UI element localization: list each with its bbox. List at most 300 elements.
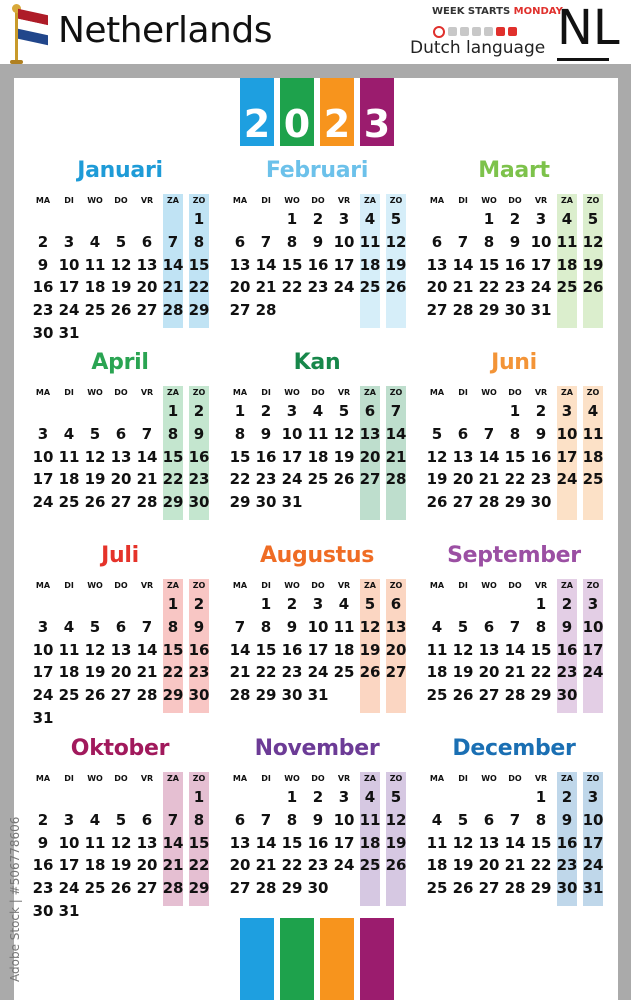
- day-cell: 27: [110, 493, 132, 512]
- day-cell: 6: [234, 232, 246, 251]
- day-cell: 9: [561, 617, 573, 636]
- month-block: [30, 350, 210, 530]
- day-cell: 5: [115, 232, 127, 251]
- day-cell: 24: [530, 278, 552, 297]
- day-cell: 24: [58, 879, 80, 898]
- day-cell: 30: [255, 493, 277, 512]
- weekday-label: MA: [35, 581, 51, 590]
- day-cell: 23: [504, 278, 526, 297]
- weekday-label: DO: [114, 388, 128, 397]
- day-cell: 5: [89, 424, 101, 443]
- day-cell: 17: [32, 470, 54, 489]
- day-cell: 23: [188, 470, 210, 489]
- day-cell: 29: [255, 686, 277, 705]
- day-cell: 19: [359, 640, 381, 659]
- country-code: NL: [557, 0, 620, 56]
- day-cell: 11: [359, 232, 381, 251]
- day-cell: 3: [286, 402, 298, 420]
- day-cell: 3: [587, 788, 599, 806]
- day-cell: 16: [556, 833, 578, 852]
- day-cell: 17: [582, 833, 604, 852]
- day-cell: 2: [193, 402, 205, 420]
- weekday-label: DO: [114, 774, 128, 783]
- day-cell: 12: [385, 232, 407, 251]
- day-cell: 24: [32, 493, 54, 512]
- day-cell: 21: [255, 278, 277, 297]
- day-cell: 19: [110, 278, 132, 297]
- day-cell: 2: [286, 595, 298, 613]
- weekday-label: MA: [429, 581, 445, 590]
- day-cell: 4: [364, 788, 376, 806]
- month-name: Kan: [293, 350, 341, 375]
- day-cell: 6: [115, 617, 127, 636]
- weekday-label: MA: [429, 774, 445, 783]
- day-cell: 24: [582, 663, 604, 682]
- weekday-label: DO: [311, 581, 325, 590]
- day-cell: 14: [136, 640, 158, 659]
- day-cell: 5: [390, 210, 402, 228]
- day-cell: 14: [478, 447, 500, 466]
- day-cell: 28: [162, 879, 184, 898]
- day-cell: 9: [286, 617, 298, 636]
- weekday-label: DO: [508, 581, 522, 590]
- day-cell: 1: [483, 210, 495, 228]
- day-cell: 13: [110, 640, 132, 659]
- day-cell: 10: [32, 447, 54, 466]
- day-cell: 11: [58, 447, 80, 466]
- day-cell: 26: [426, 493, 448, 512]
- day-cell: 10: [530, 232, 552, 251]
- day-cell: 28: [162, 301, 184, 320]
- year-digit: 3: [360, 78, 394, 146]
- day-cell: 31: [58, 902, 80, 920]
- weekday-label: DI: [261, 196, 271, 205]
- week-starts-label: [432, 6, 563, 17]
- day-cell: 6: [364, 402, 376, 420]
- day-cell: 12: [582, 232, 604, 251]
- day-cell: 6: [390, 595, 402, 613]
- weekday-label: VR: [337, 196, 351, 205]
- day-cell: 26: [452, 686, 474, 705]
- day-cell: 24: [58, 301, 80, 320]
- day-cell: 15: [162, 640, 184, 659]
- month-name: April: [91, 350, 149, 375]
- day-cell: 5: [89, 617, 101, 636]
- day-cell: 4: [431, 617, 443, 636]
- day-cell: 11: [84, 255, 106, 274]
- month-name: Oktober: [70, 736, 170, 761]
- day-cell: 3: [338, 788, 350, 806]
- day-cell: 31: [281, 493, 303, 512]
- day-cell: 13: [359, 424, 381, 443]
- day-cell: 17: [530, 255, 552, 274]
- day-cell: 15: [281, 255, 303, 274]
- day-cell: 22: [530, 856, 552, 875]
- day-cell: 4: [63, 424, 75, 443]
- day-cell: 2: [561, 595, 573, 613]
- day-cell: 15: [229, 447, 251, 466]
- day-cell: 12: [452, 833, 474, 852]
- weekday-label: WO: [87, 388, 103, 397]
- weekday-label: WO: [87, 581, 103, 590]
- day-cell: 7: [234, 617, 246, 636]
- day-cell: 22: [281, 856, 303, 875]
- weekday-label: ZO: [192, 774, 206, 783]
- day-cell: 8: [234, 424, 246, 443]
- day-cell: 6: [457, 424, 469, 443]
- day-cell: 2: [312, 788, 324, 806]
- day-cell: 1: [286, 210, 298, 228]
- month-name: September: [447, 543, 581, 568]
- day-cell: 6: [141, 810, 153, 829]
- day-cell: 22: [281, 278, 303, 297]
- day-cell: 16: [255, 447, 277, 466]
- day-cell: 1: [167, 402, 179, 420]
- day-cell: 16: [307, 255, 329, 274]
- day-cell: 20: [478, 856, 500, 875]
- day-cell: 14: [255, 255, 277, 274]
- day-cell: 17: [281, 447, 303, 466]
- day-cell: 7: [260, 810, 272, 829]
- day-cell: 14: [504, 833, 526, 852]
- weekday-label: ZA: [167, 581, 179, 590]
- day-cell: 18: [582, 447, 604, 466]
- day-cell: 20: [136, 278, 158, 297]
- day-cell: 10: [582, 810, 604, 829]
- day-cell: 15: [255, 640, 277, 659]
- day-cell: 7: [457, 232, 469, 251]
- day-cell: 14: [504, 640, 526, 659]
- day-cell: 20: [359, 447, 381, 466]
- day-cell: 29: [530, 686, 552, 705]
- month-block: [227, 543, 407, 723]
- weekday-label: VR: [140, 196, 154, 205]
- day-cell: 2: [535, 402, 547, 420]
- day-cell: 13: [229, 255, 251, 274]
- day-cell: 19: [452, 856, 474, 875]
- day-cell: 8: [193, 232, 205, 251]
- month-block: [227, 736, 407, 916]
- month-block: [424, 158, 604, 338]
- weekday-label: DI: [261, 581, 271, 590]
- day-cell: 25: [359, 856, 381, 875]
- day-cell: 23: [188, 663, 210, 682]
- weekday-label: ZA: [167, 774, 179, 783]
- day-cell: 5: [457, 617, 469, 636]
- day-cell: 4: [89, 232, 101, 251]
- day-cell: 2: [37, 810, 49, 829]
- year-digit: 2: [240, 78, 274, 146]
- day-cell: 1: [286, 788, 298, 806]
- day-cell: 9: [260, 424, 272, 443]
- week-start-dot-icon: [433, 26, 445, 38]
- day-cell: 20: [229, 278, 251, 297]
- day-cell: 24: [582, 856, 604, 875]
- weekday-label: VR: [534, 388, 548, 397]
- day-cell: 9: [509, 232, 521, 251]
- weekday-label: DI: [261, 774, 271, 783]
- day-cell: 26: [84, 686, 106, 705]
- footer-bar: [360, 918, 394, 1000]
- day-cell: 10: [333, 810, 355, 829]
- day-cell: 14: [162, 833, 184, 852]
- weekday-label: WO: [481, 196, 497, 205]
- weekend-dot-icon: [508, 27, 517, 36]
- day-cell: 28: [478, 493, 500, 512]
- day-cell: 18: [307, 447, 329, 466]
- day-cell: 8: [260, 617, 272, 636]
- day-cell: 3: [312, 595, 324, 613]
- weekday-label: VR: [337, 774, 351, 783]
- page-title: Netherlands: [58, 10, 272, 51]
- day-cell: 26: [359, 663, 381, 682]
- day-cell: 11: [84, 833, 106, 852]
- day-cell: 28: [504, 686, 526, 705]
- weekday-label: DO: [311, 388, 325, 397]
- day-cell: 9: [37, 255, 49, 274]
- day-cell: 6: [115, 424, 127, 443]
- day-cell: 25: [84, 301, 106, 320]
- day-cell: 23: [255, 470, 277, 489]
- day-cell: 10: [307, 617, 329, 636]
- day-cell: 21: [162, 278, 184, 297]
- day-cell: 19: [84, 470, 106, 489]
- day-cell: 14: [385, 424, 407, 443]
- day-cell: 24: [281, 470, 303, 489]
- weekday-label: ZO: [192, 581, 206, 590]
- day-cell: 11: [58, 640, 80, 659]
- day-cell: 10: [281, 424, 303, 443]
- weekday-label: ZO: [389, 388, 403, 397]
- weekday-label: VR: [140, 581, 154, 590]
- day-cell: 6: [431, 232, 443, 251]
- day-cell: 18: [58, 663, 80, 682]
- day-cell: 3: [535, 210, 547, 228]
- day-cell: 15: [478, 255, 500, 274]
- day-cell: 28: [136, 493, 158, 512]
- day-cell: 23: [530, 470, 552, 489]
- day-cell: 22: [188, 278, 210, 297]
- day-cell: 19: [426, 470, 448, 489]
- day-cell: 25: [556, 278, 578, 297]
- weekday-label: ZO: [389, 774, 403, 783]
- month-name: Juli: [101, 543, 139, 568]
- day-cell: 7: [167, 232, 179, 251]
- day-cell: 14: [136, 447, 158, 466]
- weekday-label: MA: [232, 581, 248, 590]
- day-cell: 3: [587, 595, 599, 613]
- day-cell: 4: [312, 402, 324, 420]
- day-cell: 22: [255, 663, 277, 682]
- day-cell: 1: [167, 595, 179, 613]
- day-cell: 20: [452, 470, 474, 489]
- day-cell: 12: [84, 640, 106, 659]
- weekday-dot-icon: [460, 27, 469, 36]
- weekday-label: DI: [261, 388, 271, 397]
- footer-bar: [240, 918, 274, 1000]
- day-cell: 10: [58, 833, 80, 852]
- weekday-label: WO: [284, 581, 300, 590]
- day-cell: 23: [556, 663, 578, 682]
- day-cell: 30: [188, 686, 210, 705]
- day-cell: 10: [582, 617, 604, 636]
- day-cell: 23: [32, 301, 54, 320]
- day-cell: 7: [141, 617, 153, 636]
- weekday-label: ZO: [192, 196, 206, 205]
- day-cell: 29: [162, 686, 184, 705]
- day-cell: 8: [483, 232, 495, 251]
- day-cell: 16: [281, 640, 303, 659]
- day-cell: 28: [504, 879, 526, 898]
- day-cell: 12: [359, 617, 381, 636]
- day-cell: 15: [188, 833, 210, 852]
- weekday-label: MA: [232, 388, 248, 397]
- day-cell: 5: [431, 424, 443, 443]
- day-cell: 29: [188, 879, 210, 898]
- day-cell: 24: [556, 470, 578, 489]
- day-cell: 21: [162, 856, 184, 875]
- day-cell: 1: [535, 788, 547, 806]
- day-cell: 13: [136, 833, 158, 852]
- day-cell: 26: [385, 278, 407, 297]
- day-cell: 27: [426, 301, 448, 320]
- day-cell: 14: [452, 255, 474, 274]
- day-cell: 19: [84, 663, 106, 682]
- day-cell: 13: [229, 833, 251, 852]
- day-cell: 14: [162, 255, 184, 274]
- day-cell: 17: [32, 663, 54, 682]
- weekday-label: DI: [458, 774, 468, 783]
- month-block: [227, 350, 407, 530]
- year-digit: 2: [320, 78, 354, 146]
- day-cell: 8: [286, 810, 298, 829]
- day-cell: 27: [478, 686, 500, 705]
- day-cell: 7: [483, 424, 495, 443]
- day-cell: 26: [110, 301, 132, 320]
- day-cell: 29: [229, 493, 251, 512]
- day-cell: 16: [188, 640, 210, 659]
- day-cell: 21: [136, 663, 158, 682]
- weekday-label: ZO: [586, 196, 600, 205]
- weekday-label: MA: [429, 388, 445, 397]
- month-block: [30, 736, 210, 920]
- day-cell: 23: [32, 879, 54, 898]
- day-cell: 7: [390, 402, 402, 420]
- day-cell: 31: [530, 301, 552, 320]
- weekday-label: VR: [534, 581, 548, 590]
- day-cell: 5: [390, 788, 402, 806]
- day-cell: 13: [478, 833, 500, 852]
- day-cell: 1: [535, 595, 547, 613]
- watermark: [8, 752, 24, 982]
- weekday-label: DO: [114, 196, 128, 205]
- weekday-label: DI: [458, 388, 468, 397]
- weekday-label: WO: [87, 774, 103, 783]
- day-cell: 13: [136, 255, 158, 274]
- day-cell: 16: [530, 447, 552, 466]
- day-cell: 25: [426, 686, 448, 705]
- day-cell: 14: [229, 640, 251, 659]
- day-cell: 7: [509, 617, 521, 636]
- day-cell: 20: [426, 278, 448, 297]
- day-cell: 12: [84, 447, 106, 466]
- month-block: [30, 158, 210, 342]
- day-cell: 16: [504, 255, 526, 274]
- day-cell: 21: [504, 856, 526, 875]
- month-block: [227, 158, 407, 338]
- day-cell: 27: [385, 663, 407, 682]
- month-block: [424, 543, 604, 723]
- day-cell: 4: [89, 810, 101, 829]
- weekday-dot-icon: [472, 27, 481, 36]
- day-cell: 21: [229, 663, 251, 682]
- day-cell: 4: [63, 617, 75, 636]
- day-cell: 12: [385, 810, 407, 829]
- day-cell: 9: [561, 810, 573, 829]
- weekday-label: MA: [35, 196, 51, 205]
- header: [0, 0, 631, 64]
- day-cell: 15: [281, 833, 303, 852]
- day-cell: 27: [136, 879, 158, 898]
- day-cell: 15: [162, 447, 184, 466]
- day-cell: 21: [255, 856, 277, 875]
- day-cell: 1: [509, 402, 521, 420]
- day-cell: 28: [229, 686, 251, 705]
- weekday-label: DI: [64, 581, 74, 590]
- day-cell: 1: [193, 788, 205, 806]
- day-cell: 17: [333, 255, 355, 274]
- language-label: Dutch language: [410, 38, 546, 58]
- weekday-label: WO: [284, 774, 300, 783]
- day-cell: 15: [188, 255, 210, 274]
- year-digit: 0: [280, 78, 314, 146]
- day-cell: 26: [582, 278, 604, 297]
- weekday-label: ZA: [167, 196, 179, 205]
- weekday-label: ZA: [364, 774, 376, 783]
- day-cell: 23: [556, 856, 578, 875]
- day-cell: 21: [478, 470, 500, 489]
- weekday-label: ZA: [561, 774, 573, 783]
- day-cell: 25: [58, 686, 80, 705]
- day-cell: 7: [509, 810, 521, 829]
- day-cell: 3: [338, 210, 350, 228]
- day-cell: 13: [426, 255, 448, 274]
- day-cell: 30: [530, 493, 552, 512]
- day-cell: 17: [333, 833, 355, 852]
- day-cell: 21: [136, 470, 158, 489]
- day-cell: 22: [504, 470, 526, 489]
- weekday-dot-icon: [484, 27, 493, 36]
- weekday-label: ZO: [586, 581, 600, 590]
- day-cell: 25: [426, 879, 448, 898]
- day-cell: 25: [58, 493, 80, 512]
- day-cell: 4: [431, 810, 443, 829]
- day-cell: 6: [483, 810, 495, 829]
- weekday-label: VR: [337, 388, 351, 397]
- day-cell: 23: [281, 663, 303, 682]
- day-cell: 3: [37, 617, 49, 636]
- day-cell: 13: [478, 640, 500, 659]
- day-cell: 10: [32, 640, 54, 659]
- day-cell: 14: [255, 833, 277, 852]
- day-cell: 27: [229, 301, 251, 320]
- day-cell: 4: [561, 210, 573, 228]
- day-cell: 29: [530, 879, 552, 898]
- day-cell: 24: [333, 278, 355, 297]
- day-cell: 18: [426, 856, 448, 875]
- day-cell: 6: [234, 810, 246, 829]
- day-cell: 7: [167, 810, 179, 829]
